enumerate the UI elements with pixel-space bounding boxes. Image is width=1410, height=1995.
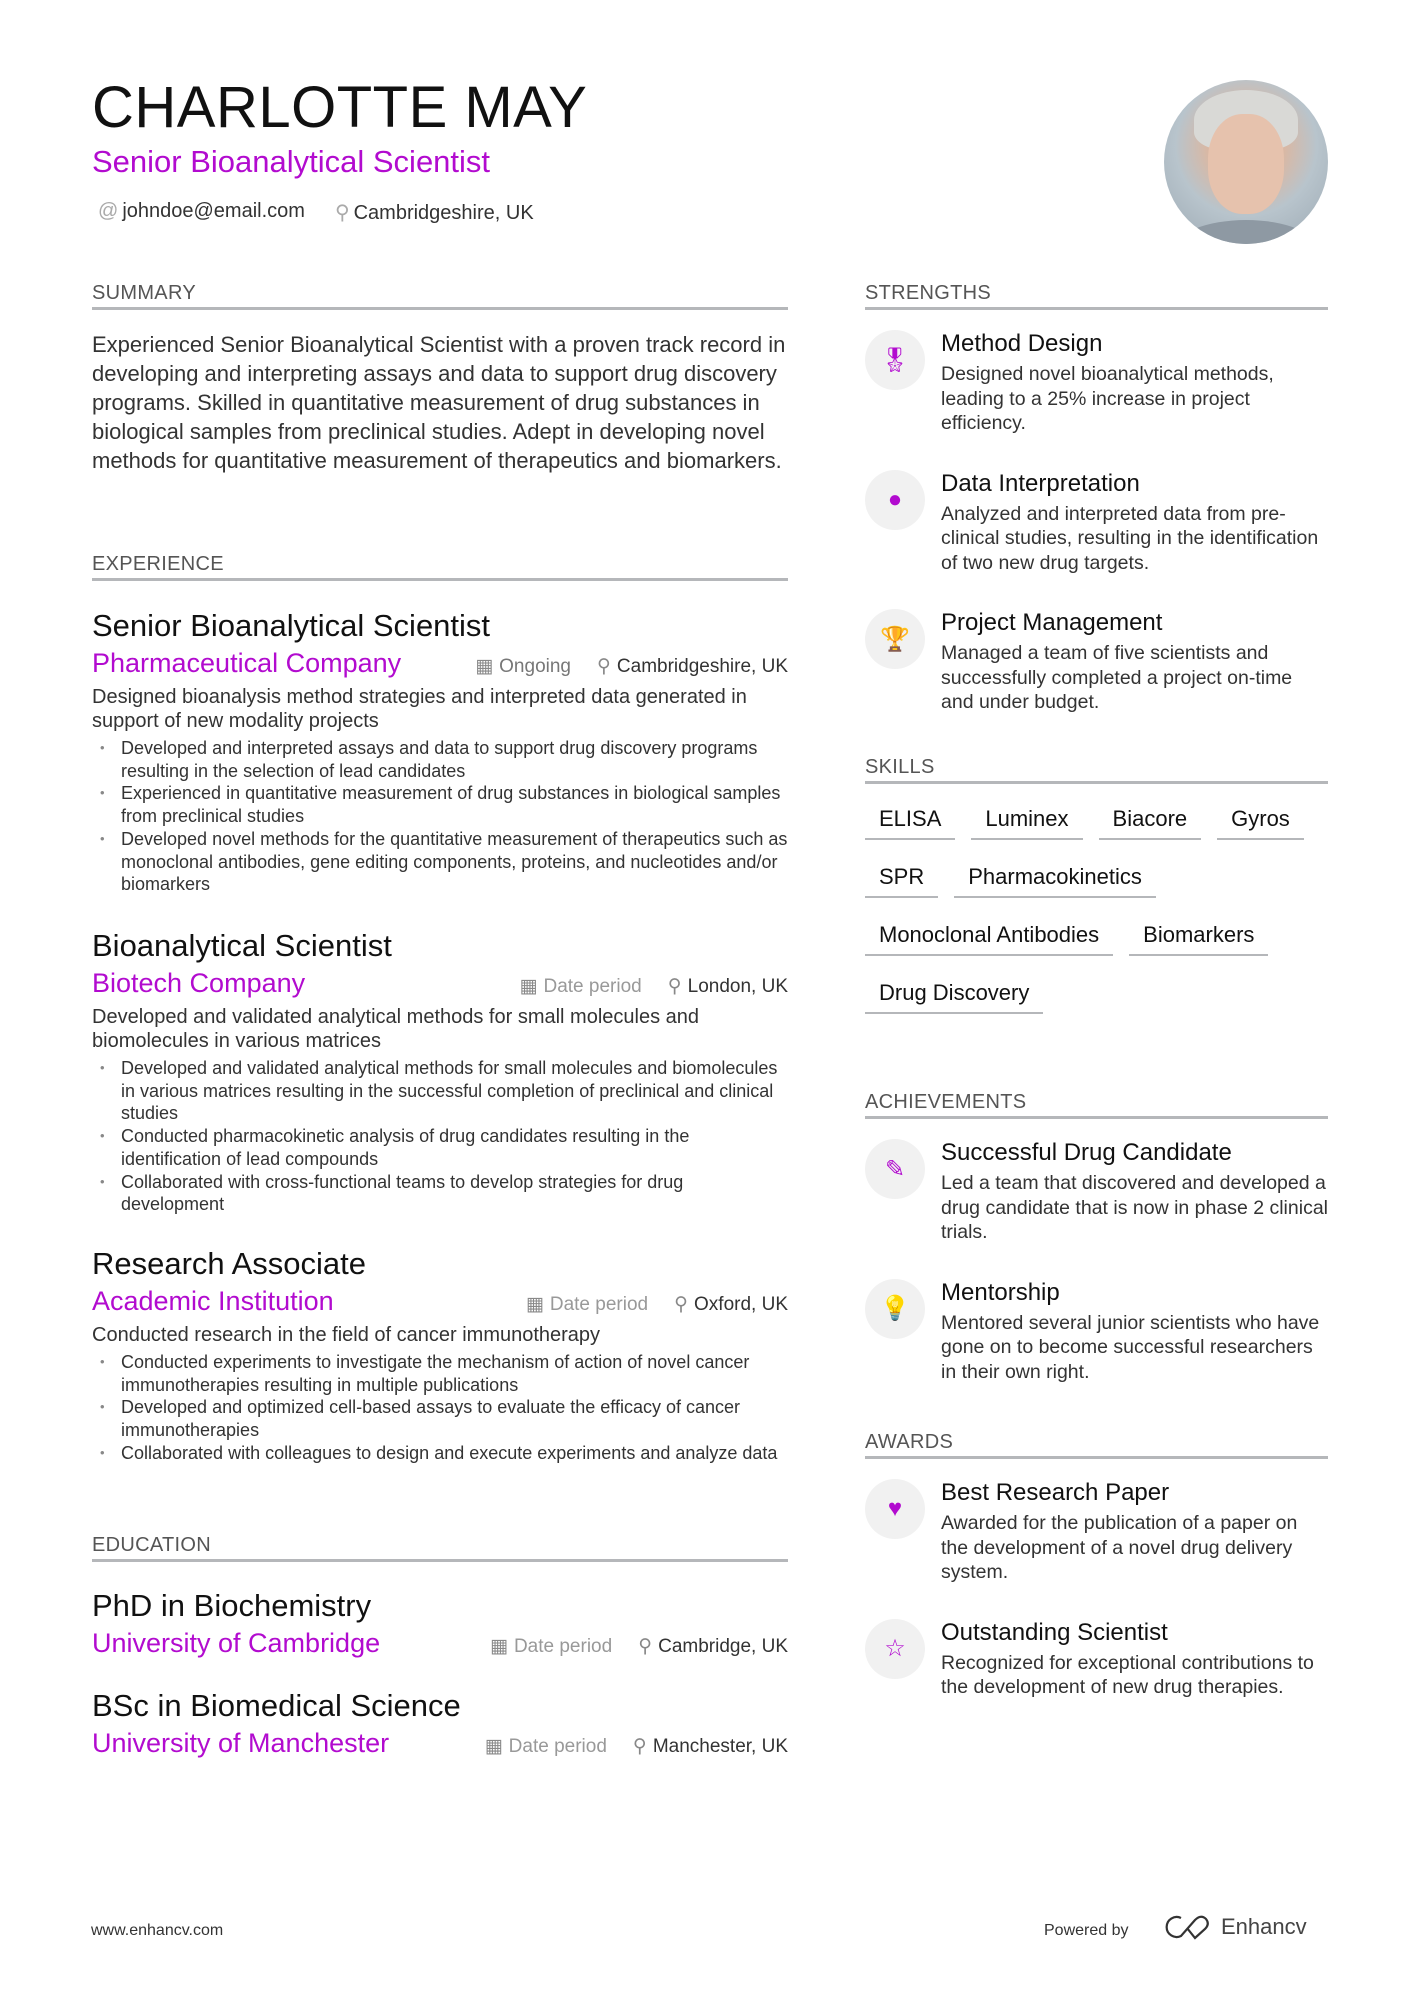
brand-name: Enhancv xyxy=(1221,1914,1307,1939)
edu-date: Date period xyxy=(508,1736,607,1757)
section-heading: SUMMARY xyxy=(92,282,788,310)
location-pin-icon: ⚲ xyxy=(674,1294,689,1315)
job-date: Date period xyxy=(549,1294,649,1315)
location xyxy=(335,200,534,225)
calendar-icon: ▦ xyxy=(484,1736,503,1757)
job-bullet: • Developed and validated analytical methods for small molecules and biomolecules in various matrices resulting in the successful completion of preclinical and clinical studies xyxy=(92,1057,788,1125)
education-item xyxy=(92,1688,788,1759)
calendar-icon: ▦ xyxy=(490,1636,508,1657)
skill-tag: Luminex xyxy=(971,806,1082,840)
section-heading: ACHIEVEMENTS xyxy=(865,1091,1328,1119)
item-description: Led a team that discovered and developed a drug candidate that is now in phase 2 clinical trials. xyxy=(941,1172,1328,1243)
candidate-name: CHARLOTTE MAY xyxy=(92,75,588,140)
company-name: Academic Institution xyxy=(92,1286,334,1316)
item-title: Best Research Paper xyxy=(941,1479,1170,1506)
email-text: johndoe@email.com xyxy=(122,200,305,222)
item-title: Data Interpretation xyxy=(941,469,1140,497)
edu-date: Date period xyxy=(513,1636,613,1657)
item-title: Mentorship xyxy=(941,1278,1060,1306)
awards-item xyxy=(865,1619,1328,1700)
brain-head-icon: ● xyxy=(865,470,925,530)
strengths-item xyxy=(865,330,1328,436)
trophy-icon: 🏆 xyxy=(865,609,925,669)
item-description: Mentored several junior scientists who have gone on to become successful researchers in their own right. xyxy=(941,1311,1320,1383)
item-description: Managed a team of five scientists and successfully completed a project on-time and under budget. xyxy=(941,642,1293,713)
degree: PhD in Biochemistry xyxy=(92,1588,372,1623)
section-heading: AWARDS xyxy=(865,1431,1328,1459)
candidate-title: Senior Bioanalytical Scientist xyxy=(92,144,491,179)
location-pin-icon: ⚲ xyxy=(667,976,682,997)
job-bullet: • Conducted experiments to investigate the mechanism of action of novel cancer immunotherapies resulting in multiple publications xyxy=(92,1351,788,1396)
job-title: Research Associate xyxy=(92,1246,366,1281)
heart-icon: ♥ xyxy=(865,1479,925,1539)
experience-item xyxy=(92,608,788,896)
item-title: Project Management xyxy=(941,609,1163,636)
star-icon: ☆ xyxy=(865,1619,925,1679)
job-location: Oxford, UK xyxy=(694,1294,788,1315)
item-description: Recognized for exceptional contributions to the development of new drug therapies. xyxy=(941,1651,1314,1698)
achievements-section xyxy=(865,1091,1328,1384)
item-description: Analyzed and interpreted data from pre-clinical studies, resulting in the identification of two new drug targets. xyxy=(941,502,1319,574)
item-description: Designed novel bioanalytical methods, leading to a 25% increase in project efficiency. xyxy=(941,363,1274,434)
job-bullet: • Developed and optimized cell-based assays to evaluate the efficacy of cancer immunotherapies xyxy=(92,1396,788,1441)
footer-powered-by: Powered by xyxy=(1044,1922,1129,1939)
skill-tag: Biacore xyxy=(1099,806,1202,840)
job-title: Bioanalytical Scientist xyxy=(92,928,392,963)
enhancv-logo-icon xyxy=(1165,1914,1211,1940)
edu-location: Cambridge, UK xyxy=(658,1636,788,1657)
award-ribbon-icon: 🎖 xyxy=(865,330,925,390)
item-title: Outstanding Scientist xyxy=(941,1618,1168,1646)
job-bullet: • Collaborated with colleagues to design and execute experiments and analyze data xyxy=(92,1442,788,1465)
item-title: Successful Drug Candidate xyxy=(941,1139,1232,1166)
job-date: Date period xyxy=(543,976,642,997)
location-pin-icon: ⚲ xyxy=(632,1736,647,1757)
skills-section xyxy=(865,756,1328,1014)
experience-item xyxy=(92,928,788,1216)
location-pin-icon: ⚲ xyxy=(638,1636,653,1657)
skill-tag: ELISA xyxy=(865,806,955,840)
strengths-item xyxy=(865,470,1328,576)
strengths-item xyxy=(865,609,1328,715)
lightbulb-icon: 💡 xyxy=(865,1279,925,1339)
skill-tag: Biomarkers xyxy=(1129,922,1268,956)
skill-tag: Drug Discovery xyxy=(865,980,1043,1014)
job-bullet: • Collaborated with cross-functional teams to develop strategies for drug development xyxy=(92,1171,788,1216)
item-description: Awarded for the publication of a paper on the development of a novel drug delivery system. xyxy=(941,1512,1298,1583)
job-bullet: • Experienced in quantitative measurement of drug substances in biological samples from preclinical studies xyxy=(92,782,788,827)
achievements-item xyxy=(865,1279,1328,1385)
job-description: Conducted research in the field of cancer immunotherapy xyxy=(92,1324,601,1346)
skill-tag: Pharmacokinetics xyxy=(954,864,1156,898)
at-icon: @ xyxy=(98,200,119,222)
achievements-item xyxy=(865,1139,1328,1245)
awards-item xyxy=(865,1479,1328,1585)
school-name: University of Manchester xyxy=(92,1728,390,1758)
skill-tag: Monoclonal Antibodies xyxy=(865,922,1113,956)
degree: BSc in Biomedical Science xyxy=(92,1688,461,1723)
company-name: Biotech Company xyxy=(92,968,306,998)
location-pin-icon: ⚲ xyxy=(334,202,350,224)
education-item xyxy=(92,1588,788,1659)
awards-section xyxy=(865,1431,1328,1700)
school-name: University of Cambridge xyxy=(92,1628,381,1658)
section-heading: EXPERIENCE xyxy=(92,553,788,581)
calendar-icon: ▦ xyxy=(525,1294,544,1315)
email[interactable] xyxy=(98,200,305,225)
edu-location: Manchester, UK xyxy=(652,1736,788,1757)
location-text: Cambridgeshire, UK xyxy=(353,202,534,224)
location-pin-icon: ⚲ xyxy=(597,656,611,677)
section-heading: EDUCATION xyxy=(92,1534,788,1562)
job-bullet: • Developed and interpreted assays and data to support drug discovery programs resulting in the selection of lead candidates xyxy=(92,737,788,782)
company-name: Pharmaceutical Company xyxy=(92,648,402,678)
job-bullet: • Developed novel methods for the quantitative measurement of therapeutics such as monoclonal antibodies, gene editing components, proteins, and nucleotides and/or biomarkers xyxy=(92,828,788,896)
job-title: Senior Bioanalytical Scientist xyxy=(92,608,491,643)
skill-tag: Gyros xyxy=(1217,806,1304,840)
enhancv-logo[interactable] xyxy=(1165,1914,1307,1940)
summary-section xyxy=(92,282,788,475)
profile-photo xyxy=(1164,80,1328,244)
experience-heading xyxy=(92,553,788,581)
education-heading xyxy=(92,1534,788,1562)
contact-info xyxy=(98,200,534,225)
job-description: Developed and validated analytical methods for small molecules and biomolecules in various matrices xyxy=(92,1006,700,1052)
section-heading: STRENGTHS xyxy=(865,282,1328,310)
section-heading: SKILLS xyxy=(865,756,1328,784)
job-description: Designed bioanalysis method strategies and interpreted data generated in support of new modality projects xyxy=(92,686,747,732)
magic-wand-icon: ✎ xyxy=(865,1139,925,1199)
job-bullet: • Conducted pharmacokinetic analysis of drug candidates resulting in the identification of lead compounds xyxy=(92,1125,788,1170)
footer-website[interactable]: www.enhancv.com xyxy=(91,1922,224,1939)
job-location: Cambridgeshire, UK xyxy=(616,656,788,677)
item-title: Method Design xyxy=(941,330,1103,357)
job-date: Ongoing xyxy=(499,656,571,677)
skill-tag: SPR xyxy=(865,864,938,898)
strengths-section xyxy=(865,282,1328,715)
experience-item xyxy=(92,1246,788,1465)
job-location: London, UK xyxy=(687,976,788,997)
calendar-icon: ▦ xyxy=(519,976,538,997)
summary-text: Experienced Senior Bioanalytical Scientist with a proven track record in developing and interpreting assays and data to support drug discovery programs. Skilled in quantitative measurement of drug substances in biological samples from preclinical studies. Adept in developing novel methods for quantitative measurement of therapeutics and biomarkers. xyxy=(92,332,786,473)
calendar-icon: ▦ xyxy=(475,656,494,677)
